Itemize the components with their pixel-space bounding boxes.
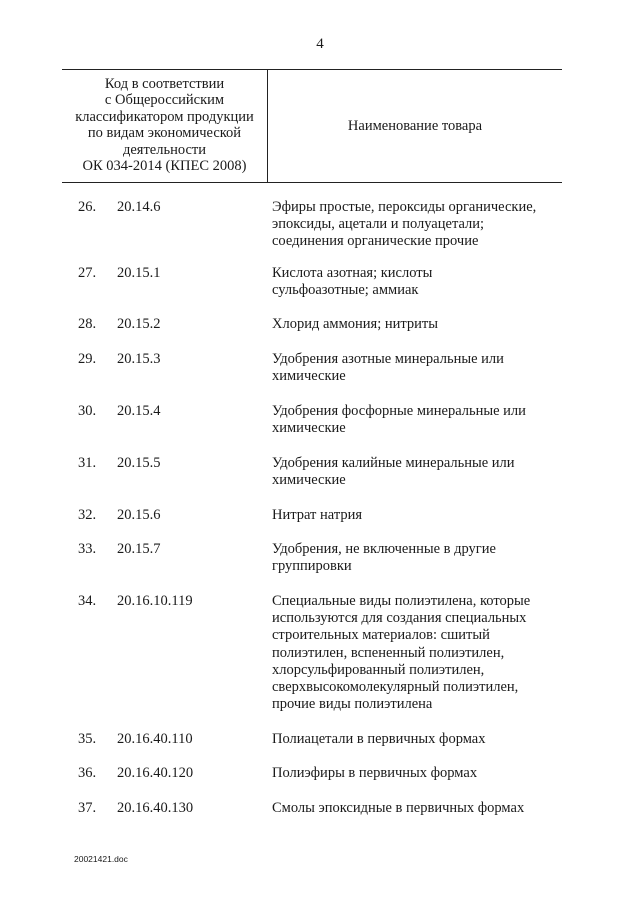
row-number: 36. [78, 765, 97, 781]
row-name-line: Нитрат натрия [272, 507, 363, 523]
row-name [272, 507, 572, 524]
row-name-line: Удобрения фосфорные минеральные или [272, 403, 526, 419]
row-name-line: Удобрения азотные минеральные или [272, 351, 504, 367]
row-name-line: группировки [272, 558, 352, 575]
header-code-line: Код в соответствии [104, 76, 225, 92]
row-number: 32. [78, 507, 97, 523]
header-code-column [62, 76, 267, 174]
row-name-line: химические [272, 472, 346, 489]
row-name-line: Специальные виды полиэтилена, которые [272, 593, 531, 609]
footer-filename: 20021421.doc [74, 854, 128, 864]
row-name-line: полиэтилен, вспененный полиэтилен, [272, 644, 505, 661]
row-code: 20.15.1 [117, 265, 161, 281]
row-code: 20.16.40.120 [117, 765, 194, 781]
row-number: 33. [78, 541, 97, 557]
row-number: 29. [78, 351, 97, 367]
header-code-line: классификатором продукции [75, 108, 254, 125]
row-name [272, 351, 572, 385]
row-name [272, 455, 572, 489]
row-number: 35. [78, 731, 97, 747]
row-number: 37. [78, 800, 97, 816]
row-number: 26. [78, 199, 97, 215]
row-name [272, 541, 572, 575]
row-name-line: Хлорид аммония; нитриты [272, 316, 438, 332]
row-code: 20.16.10.119 [117, 593, 193, 609]
row-name [272, 265, 572, 299]
row-name-line: Полиацетали в первичных формах [272, 731, 486, 747]
row-name-line: эпоксиды, ацетали и полуацетали; [272, 216, 485, 233]
row-number: 31. [78, 455, 97, 471]
row-name [272, 593, 572, 713]
row-name-line: хлорсульфированный полиэтилен, [272, 661, 485, 678]
header-code-line: с Общероссийским [104, 92, 225, 109]
row-name-line: строительных материалов: сшитый [272, 627, 490, 644]
table-header [62, 69, 562, 183]
row-name-line: сверхвысокомолекулярный полиэтилен, [272, 679, 519, 696]
row-name [272, 800, 572, 817]
row-name-line: используются для создания специальных [272, 610, 527, 627]
row-code: 20.14.6 [117, 199, 161, 215]
row-name [272, 765, 572, 782]
row-code: 20.16.40.130 [117, 800, 194, 816]
row-name [272, 731, 572, 748]
row-name-line: Удобрения, не включенные в другие [272, 541, 496, 557]
row-name-line: химические [272, 368, 346, 385]
page-number: 4 [316, 36, 324, 52]
row-number: 28. [78, 316, 97, 332]
row-number: 27. [78, 265, 97, 281]
row-name-line: Кислота азотная; кислоты [272, 265, 433, 281]
header-code-line: ОК 034-2014 (КПЕС 2008) [82, 158, 247, 175]
header-code-line: деятельности [122, 141, 206, 158]
row-code: 20.15.3 [117, 351, 161, 367]
row-name-line: соединения органические прочие [272, 233, 479, 250]
header-code-line: по видам экономической [87, 125, 242, 142]
row-code: 20.16.40.110 [117, 731, 193, 747]
header-name-column: Наименование товара [347, 117, 483, 134]
row-code: 20.15.5 [117, 455, 161, 471]
row-code: 20.15.4 [117, 403, 161, 419]
row-name [272, 199, 572, 251]
row-name [272, 316, 572, 333]
row-name [272, 403, 572, 437]
row-code: 20.15.7 [117, 541, 161, 557]
row-number: 34. [78, 593, 97, 609]
row-name-line: химические [272, 420, 346, 437]
row-code: 20.15.2 [117, 316, 161, 332]
row-name-line: Полиэфиры в первичных формах [272, 765, 478, 781]
row-name-line: сульфоазотные; аммиак [272, 282, 419, 299]
row-code: 20.15.6 [117, 507, 161, 523]
row-name-line: Смолы эпоксидные в первичных формах [272, 800, 525, 816]
row-name-line: Эфиры простые, пероксиды органические, [272, 199, 537, 215]
row-number: 30. [78, 403, 97, 419]
row-name-line: Удобрения калийные минеральные или [272, 455, 515, 471]
row-name-line: прочие виды полиэтилена [272, 696, 433, 713]
